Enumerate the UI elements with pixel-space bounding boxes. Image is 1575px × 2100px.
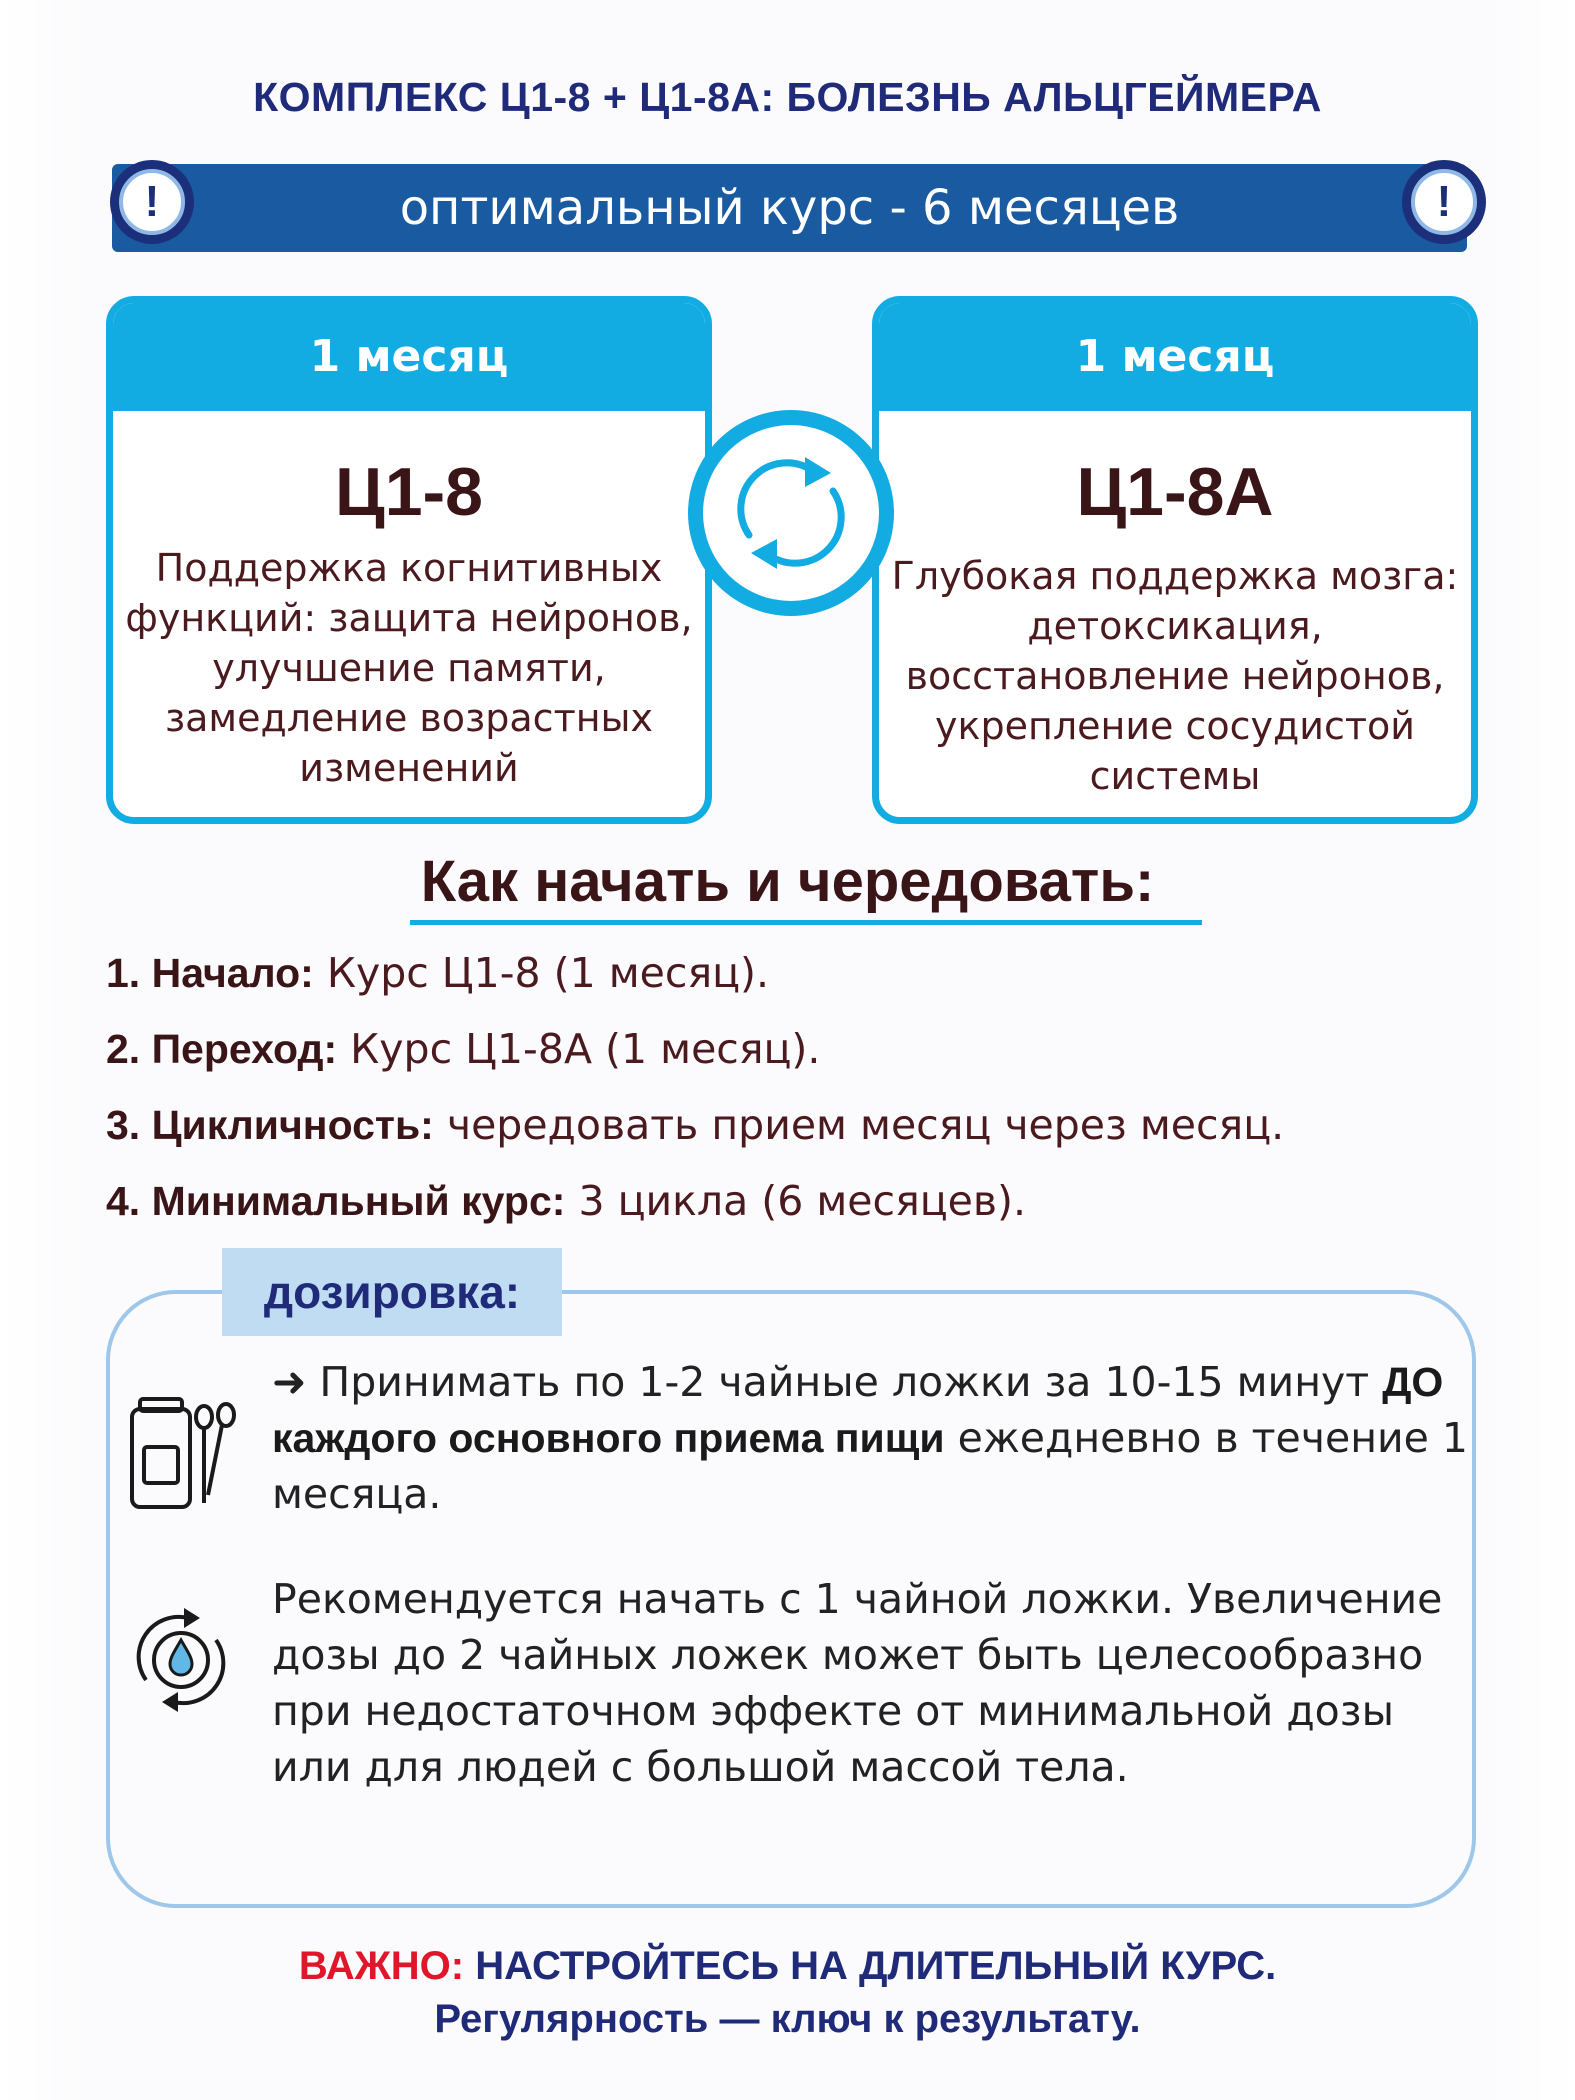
list-item: 3. Цикличность: чередовать прием месяц через месяц. xyxy=(106,1101,1285,1149)
howto-title: Как начать и чередовать: xyxy=(420,849,1155,914)
card-description: Глубокая поддержка мозга: детоксикация, восстановление нейронов, укрепление сосудистой системы xyxy=(891,554,1459,798)
card-product-name: Ц1-8А xyxy=(1076,454,1274,530)
course-duration-banner: оптимальный курс - 6 месяцев xyxy=(112,164,1467,252)
exclamation-icon: ! xyxy=(110,160,194,244)
dosage-label: дозировка: xyxy=(222,1248,562,1336)
exclamation-icon: ! xyxy=(1402,160,1486,244)
regularity-note: Регулярность — ключ к результату. xyxy=(434,1997,1141,2041)
card-description: Поддержка когнитивных функций: защита нейронов, улучшение памяти, замедление возрастных изменений xyxy=(125,546,693,790)
card-period: 1 месяц xyxy=(879,303,1471,411)
card-product-name: Ц1-8 xyxy=(335,454,483,530)
list-item: 1. Начало: Курс Ц1-8 (1 месяц). xyxy=(106,949,770,997)
jar-spoon-icon xyxy=(126,1385,236,1515)
list-item: 2. Переход: Курс Ц1-8А (1 месяц). xyxy=(106,1025,821,1073)
dosage-instruction: ➜ Принимать по 1-2 чайные ложки за 10-15 минут ДО каждого основного приема пищи ежедневно в течение 1 месяца. xyxy=(272,1358,1468,1518)
card-period: 1 месяц xyxy=(113,303,705,411)
drop-cycle-icon xyxy=(126,1600,236,1720)
page-title: КОМПЛЕКС Ц1-8 + Ц1-8А: БОЛЕЗНЬ АЛЬЦГЕЙМЕРА xyxy=(253,74,1322,120)
important-note: ВАЖНО: НАСТРОЙТЕСЬ НА ДЛИТЕЛЬНЫЙ КУРС. xyxy=(298,1944,1277,1988)
product-card-c1-8 xyxy=(106,296,712,824)
cycle-arrows-icon xyxy=(688,410,894,616)
steps-list xyxy=(106,935,1506,1239)
dosage-recommendation: Рекомендуется начать с 1 чайной ложки. Увеличение дозы до 2 чайных ложек может быть целесообразно при недостаточном эффекте от минимальной дозы или для людей с большой массой тела. xyxy=(272,1575,1443,1791)
product-card-c1-8a xyxy=(872,296,1478,824)
howto-underline xyxy=(410,920,1202,925)
list-item: 4. Минимальный курс: 3 цикла (6 месяцев). xyxy=(106,1177,1027,1225)
